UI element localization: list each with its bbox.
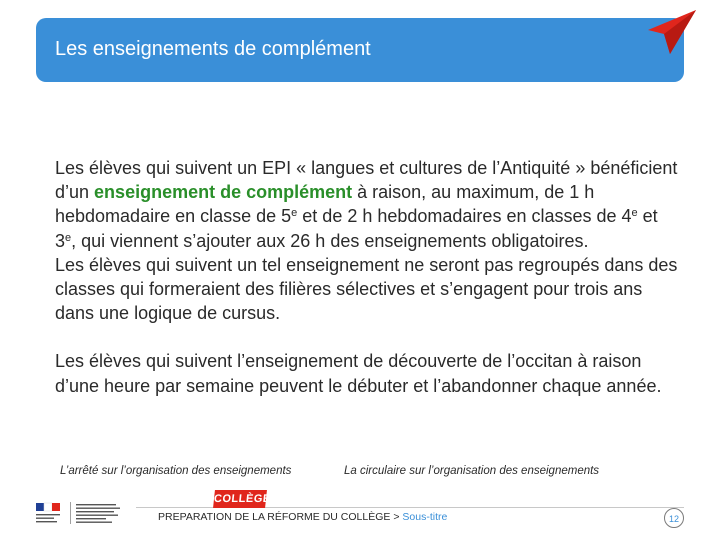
paragraph-epi: [55, 156, 680, 253]
superscript: e: [291, 207, 298, 220]
text-span: Les élèves qui suivent un EPI « langues et cultures de l’Antiquité » bénéficient d’un: [55, 158, 678, 203]
footer-label: PREPARATION DE LA RÉFORME DU COLLÈGE >: [158, 511, 403, 523]
red-arrow-icon: [646, 8, 698, 58]
text-span: et 3: [55, 206, 658, 251]
page-title: Les enseignements de complément: [55, 38, 371, 60]
college-badge: COLLÈGE: [213, 490, 267, 508]
superscript: e: [631, 207, 638, 220]
paragraph-regroupement: Les élèves qui suivent un tel enseignement ne seront pas regroupés dans des classes qui formeraient des filières sélectives et s’engagent pour trois ans dans une logique de cursus.: [55, 254, 678, 324]
text-span: à raison, au maximum, de 1 h hebdomadaire en classe de 5: [55, 182, 595, 227]
footer-text: [158, 511, 447, 523]
text-span: et de 2 h hebdomadaires en classes de 4: [297, 206, 632, 227]
highlight-complement: enseignement de complément: [94, 182, 353, 203]
page-number: 12: [664, 508, 684, 528]
link-circulaire[interactable]: La circulaire sur l’organisation des enseignements: [344, 465, 600, 477]
text-span: , qui viennent s’ajouter aux 26 h des enseignements obligatoires.: [71, 230, 589, 251]
superscript: e: [65, 231, 72, 244]
title-banner: [36, 18, 684, 82]
link-arrete[interactable]: L’arrêté sur l’organisation des enseignements: [60, 465, 292, 477]
paragraph-occitan: Les élèves qui suivent l’enseignement de découverte de l’occitan à raison d’une heure par semaine peuvent le débuter et l’abandonner chaque année.: [55, 351, 662, 396]
footer-subtitle: Sous-titre: [402, 511, 448, 523]
republique-francaise-logo: [30, 500, 130, 526]
main-text: [55, 156, 680, 398]
